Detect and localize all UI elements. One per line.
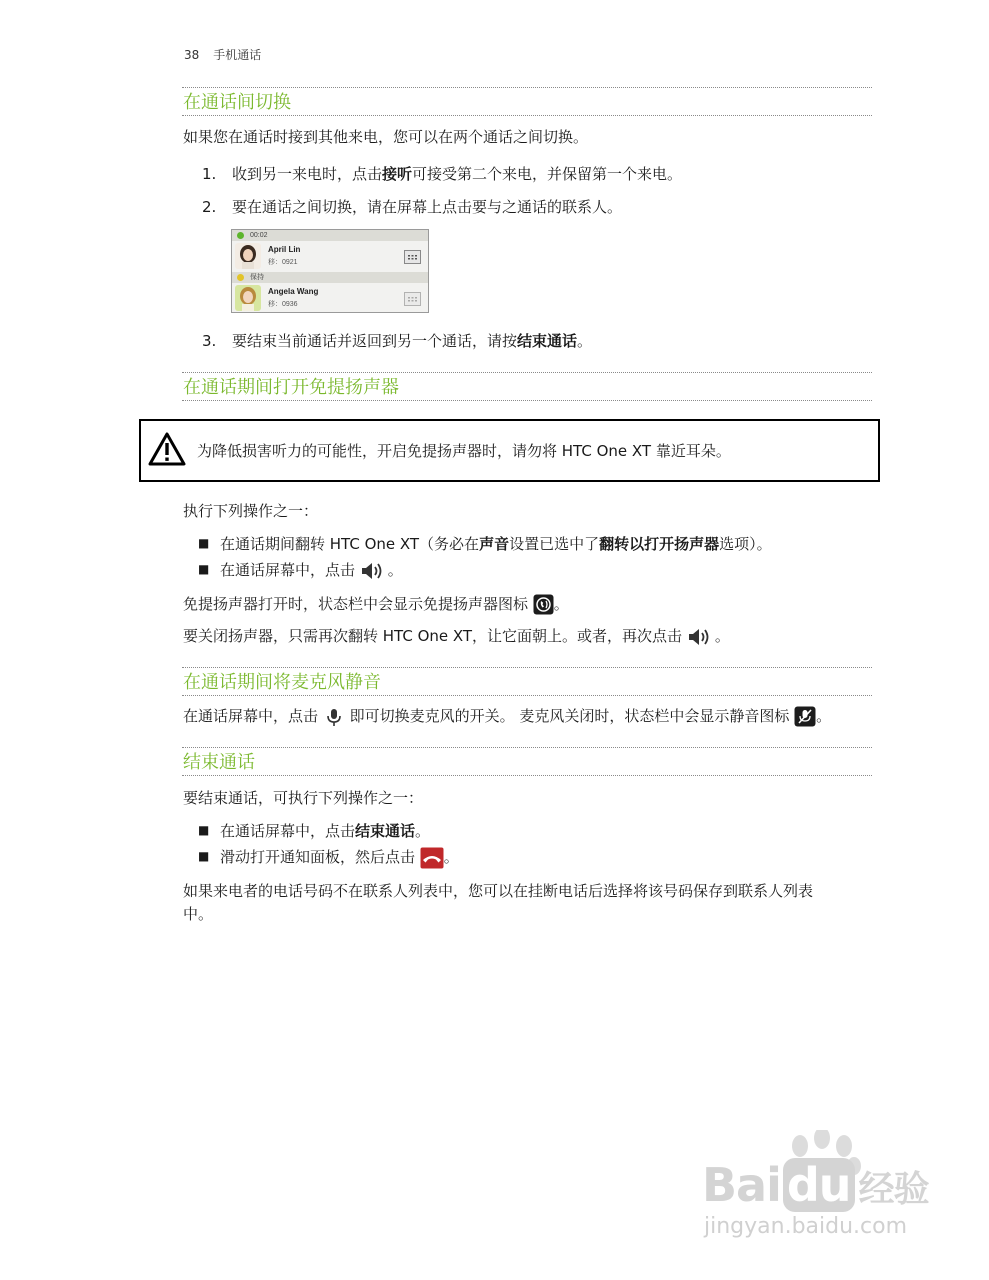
- speaker-status-line: 免提扬声器打开时，状态栏中会显示免提扬声器图标 。: [183, 595, 569, 613]
- section-title-speaker: 在通话期间打开免提扬声器: [183, 377, 399, 398]
- section-divider: [182, 747, 872, 748]
- keypad-icon[interactable]: [404, 292, 421, 306]
- section-divider: [182, 775, 872, 776]
- warning-box: [139, 419, 880, 482]
- active-call-bar: 00:02: [232, 230, 428, 241]
- microphone-icon: [323, 707, 345, 727]
- warning-icon: [147, 431, 187, 467]
- speaker-bullet-1: ■ 在通话期间翻转 HTC One XT（务必在声音设置已选中了翻转以打开扬声器选项）。: [198, 535, 772, 553]
- speaker-intro: 执行下列操作之一：: [183, 502, 319, 520]
- section-divider: [182, 372, 872, 373]
- contact-phone: 移：0921: [268, 259, 298, 266]
- watermark-brand: Bai du 经验: [702, 1158, 929, 1212]
- speaker-off-line: 要关闭扬声器，只需再次翻转 HTC One XT，让它面朝上。或者，再次点击 。: [183, 627, 730, 645]
- section-divider: [182, 87, 872, 88]
- step-1: 1. 收到另一来电时，点击接听可接受第二个来电，并保留第一个来电。: [202, 165, 683, 183]
- section-divider: [182, 695, 872, 696]
- step-3: 3. 要结束当前通话并返回到另一个通话，请按结束通话。: [202, 332, 593, 350]
- end-call-icon: [420, 847, 444, 869]
- contact-row-hold[interactable]: [232, 283, 428, 313]
- end-note-line-2: 中。: [183, 905, 214, 923]
- chapter-title: 手机通话: [213, 48, 262, 62]
- mute-text: 在通话屏幕中，点击 即可切换麦克风的开关。 麦克风关闭时，状态栏中会显示静音图标 。: [183, 707, 832, 725]
- section-title-mute: 在通话期间将麦克风静音: [183, 672, 381, 693]
- end-bullet-1: ■ 在通话屏幕中，点击结束通话。: [198, 822, 431, 840]
- section-title-switch: 在通话间切换: [183, 92, 291, 113]
- speaker-icon: [687, 627, 715, 647]
- warning-text: 为降低损害听力的可能性，开启免提扬声器时，请勿将 HTC One XT 靠近耳朵。: [197, 442, 731, 460]
- end-intro: 要结束通话，可执行下列操作之一：: [183, 789, 424, 807]
- end-note-line-1: 如果来电者的电话号码不在联系人列表中，您可以在挂断电话后选择将该号码保存到联系人列表: [183, 882, 814, 900]
- section-divider: [182, 667, 872, 668]
- contact-avatar: [235, 243, 261, 269]
- contact-phone: 移：0936: [268, 301, 298, 308]
- contact-row-active[interactable]: [232, 241, 428, 271]
- switch-intro: 如果您在通话时接到其他来电，您可以在两个通话之间切换。: [183, 128, 589, 146]
- contact-name: Angela Wang: [268, 287, 319, 296]
- end-bullet-2: ■ 滑动打开通知面板，然后点击 。: [198, 846, 459, 869]
- page-header: [184, 46, 261, 63]
- section-divider: [182, 115, 872, 116]
- section-divider: [182, 400, 872, 401]
- page-number: 38: [184, 48, 200, 62]
- speakerphone-status-icon: [533, 594, 554, 615]
- hold-call-bar: 保持: [232, 272, 428, 283]
- section-title-end: 结束通话: [183, 752, 255, 773]
- call-switch-screenshot: [231, 229, 429, 313]
- mute-status-icon: [794, 706, 816, 727]
- contact-name: April Lin: [268, 245, 301, 254]
- speaker-bullet-2: ■ 在通话屏幕中，点击 。: [198, 561, 403, 579]
- step-2: 2. 要在通话之间切换，请在屏幕上点击要与之通话的联系人。: [202, 198, 623, 216]
- watermark-url: jingyan.baidu.com: [704, 1214, 908, 1239]
- contact-avatar: [235, 285, 261, 311]
- baidu-watermark: [702, 1130, 942, 1250]
- speaker-icon: [360, 561, 388, 581]
- keypad-icon[interactable]: [404, 250, 421, 264]
